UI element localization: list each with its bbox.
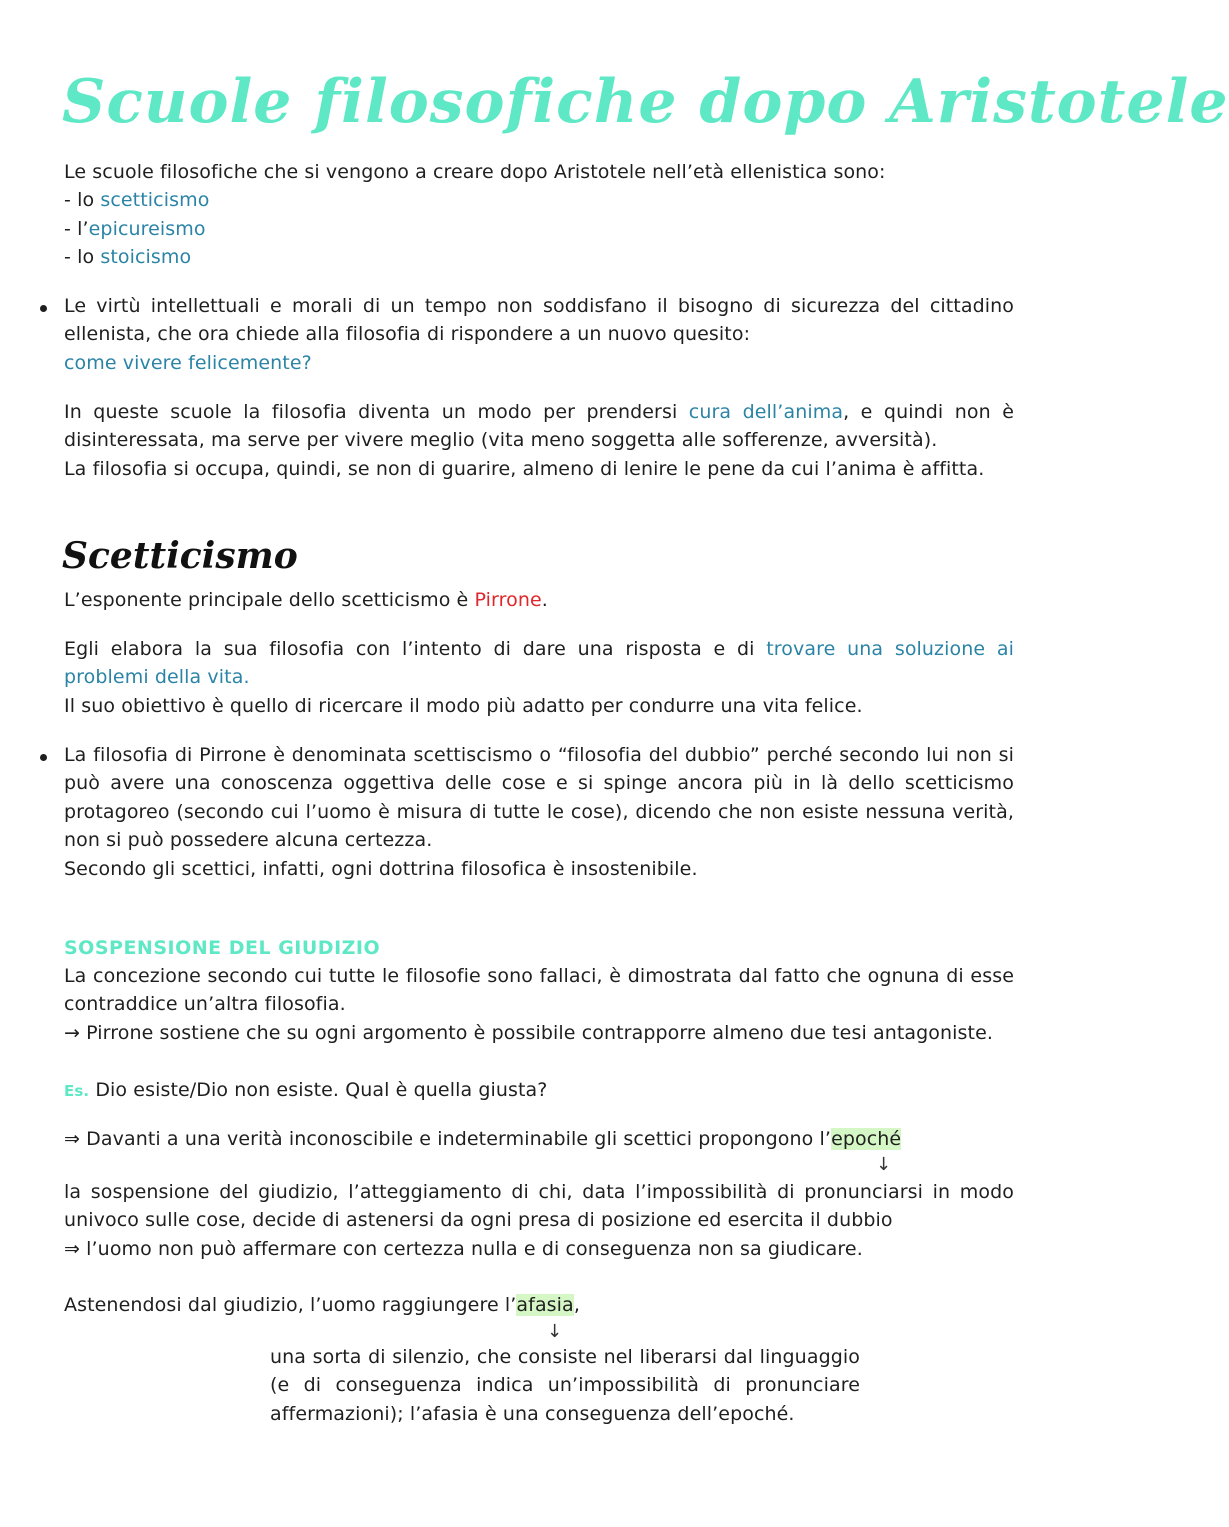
- bullet-pirrone-text-2: Secondo gli scettici, infatti, ogni dottrina filosofica è insostenibile.: [64, 857, 698, 880]
- bullet-pirrone-text: La filosofia di Pirrone è denominata scettiscismo o “filosofia del dubbio” perché secondo lui non si può avere una conoscenza oggettiva delle cose e si spinge ancora più in là dello scetticismo protagoreo (secondo cui l’uomo è misura di tutte le cose), dicendo che non esiste nessuna verità, non si può possedere alcuna certezza.: [64, 744, 1014, 852]
- school-prefix: - lo: [64, 189, 101, 212]
- afasia-line: [64, 1291, 1014, 1319]
- section-heading-sospensione: SOSPENSIONE DEL GIUDIZIO: [64, 937, 381, 959]
- bullet-virtues: [64, 292, 1014, 377]
- school-prefix: - l’: [64, 217, 89, 240]
- exponent-line: [64, 586, 1014, 614]
- bullet-dot: [40, 305, 47, 312]
- school-name: stoicismo: [100, 246, 192, 269]
- school-name: epicureismo: [88, 217, 206, 240]
- bullet-pirrone: [64, 741, 1014, 883]
- epoche-lead: ⇒ Davanti a una verità inconoscibile e indeterminabile gli scettici propongono l’: [64, 1128, 832, 1150]
- purpose-text: Egli elabora la sua filosofia con l’intento di dare una risposta e di: [64, 638, 767, 660]
- school-item: [64, 215, 1014, 243]
- exponent-text: L’esponente principale dello scetticismo è: [64, 589, 475, 611]
- example-text: Dio esiste/Dio non esiste. Qual è quella giusta?: [89, 1079, 548, 1101]
- bullet-virtues-text: Le virtù intellettuali e morali di un tempo non soddisfano il bisogno di sicurezza del cittadino ellenista, che ora chiede alla filosofia di rispondere a un nuovo quesito:: [64, 295, 1014, 346]
- down-arrow-icon: ↓: [547, 1321, 563, 1342]
- question-text: come vivere felicemente?: [64, 351, 312, 374]
- section-heading-scetticismo: Scetticismo: [62, 535, 298, 577]
- example-line: [64, 1076, 1014, 1105]
- afasia-end: ,: [573, 1294, 580, 1316]
- school-name: scetticismo: [100, 189, 210, 212]
- down-arrow-icon: ↓: [876, 1154, 892, 1175]
- exponent-name: Pirrone: [474, 589, 542, 611]
- epoche-definition: [64, 1178, 1014, 1263]
- afasia-lead: Astenendosi dal giudizio, l’uomo raggiungere l’: [64, 1294, 517, 1316]
- exponent-end: .: [541, 589, 548, 611]
- purpose-text-2: Il suo obiettivo è quello di ricercare il modo più adatto per condurre una vita felice.: [64, 694, 863, 717]
- sospensione-p1: La concezione secondo cui tutte le filosofie sono fallaci, è dimostrata dal fatto che ognuna di esse contraddice un’altra filosofia.: [64, 965, 1014, 1016]
- intro-lead: Le scuole filosofiche che si vengono a creare dopo Aristotele nell’età ellenistica sono:: [64, 161, 886, 183]
- school-item: [64, 186, 1014, 214]
- page-title: Scuole filosofiche dopo Aristotele: [62, 67, 1229, 137]
- purpose-paragraph: [64, 635, 1014, 720]
- epoche-def-text: la sospensione del giudizio, l’atteggiamento di chi, data l’impossibilità di pronunciarsi in modo univoco sulle cose, decide di astenersi da ogni presa di posizione ed esercita il dubbio: [64, 1181, 1014, 1232]
- intro-block: [64, 158, 1014, 272]
- school-prefix: - lo: [64, 246, 101, 269]
- afasia-definition: una sorta di silenzio, che consiste nel liberarsi dal linguaggio (e di conseguenza indica un’impossibilità di pronunciare affermazioni); l’afasia è una conseguenza dell’epoché.: [270, 1346, 860, 1425]
- epoche-term: epoché: [831, 1128, 902, 1150]
- cura-text-2: , e quindi non è disinteressata, ma serve per vivere meglio (vita meno soggetta alle sofferenze, avversità).: [64, 401, 1014, 452]
- bullet-dot: [40, 754, 47, 761]
- cura-text: In queste scuole la filosofia diventa un modo per prendersi: [64, 401, 689, 423]
- cura-text-3: La filosofia si occupa, quindi, se non di guarire, almeno di lenire le pene da cui l’anima è affitta.: [64, 457, 985, 480]
- cura-highlight: cura dell’anima: [688, 401, 844, 423]
- example-label: Es.: [64, 1082, 90, 1100]
- paragraph-cura: [64, 398, 1014, 483]
- school-item: [64, 243, 1014, 271]
- epoche-line: [64, 1125, 1014, 1153]
- afasia-term: afasia: [516, 1294, 574, 1316]
- sospensione-p2: → Pirrone sostiene che su ogni argomento è possibile contrapporre almeno due tesi antagoniste.: [64, 1022, 994, 1044]
- epoche-consequence: ⇒ l’uomo non può affermare con certezza nulla e di conseguenza non sa giudicare.: [64, 1237, 863, 1260]
- purpose-highlight: trovare una soluzione ai problemi della vita.: [64, 638, 1014, 689]
